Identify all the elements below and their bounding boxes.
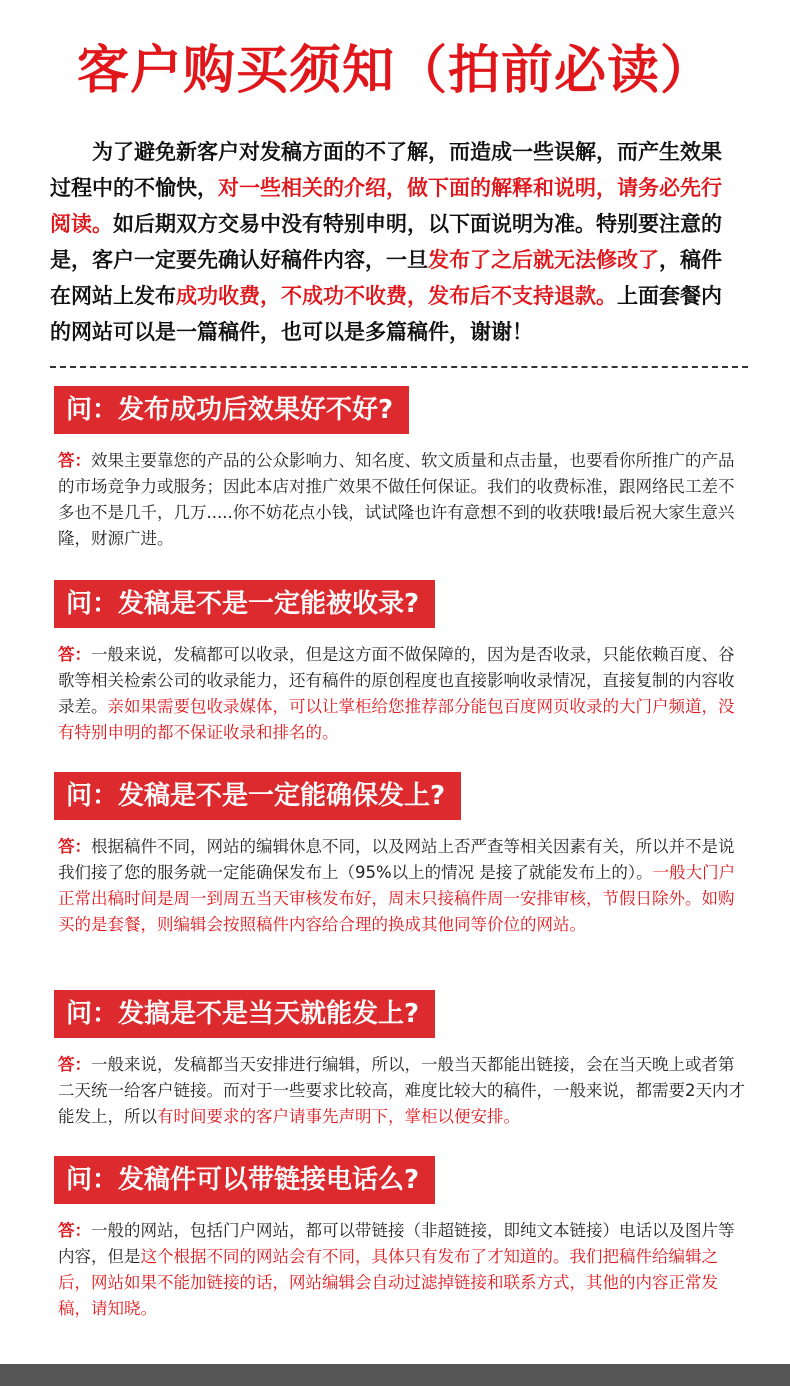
intro-text-2: 如后期双方交易中没有特别申明，以下面说明为准。特别要注意的是，客户一定要先确认好稿件内容，一旦 <box>50 212 722 272</box>
answer-highlight: 这个根据不同的网站会有不同，具体只有发布了才知道的。 <box>140 1247 570 1266</box>
question-label: 问：发布成功后效果好不好? <box>54 386 409 434</box>
answer-tag: 答： <box>58 837 91 856</box>
answer-tag: 答： <box>58 451 91 470</box>
answer-body: 一般的网站，包括门户网站，都可以带链接（非超链接，即纯文本链接）电话以及图片等内容，但是 <box>58 1221 735 1266</box>
answer-body: 一般来说，发稿都可以收录，但是这方面不做保障的，因为是否收录，只能依赖百度、谷歌等相关检索公司的收录能力，还有稿件的原创程度也直接影响收录情况，直接复制的内容收录差。 <box>58 645 735 716</box>
answer-highlight: 一般大门户正常出稿时间是周一到周五当天审核发布好，周末只接稿件周一安排审核，节假日除外。如购买的是套餐，则编辑会按照稿件内容给合理的换成其他同等价位的网站。 <box>58 863 736 934</box>
intro-text-1: 为了避免新客户对发稿方面的不了解，而造成一些误解，而产生效果过程中的不愉快， <box>50 140 722 200</box>
answer-text <box>58 834 748 938</box>
intro-highlight-1: 对一些相关的介绍，做下面的解释和说明，请务必先行阅读。 <box>50 176 722 236</box>
question-label: 问：发搞是不是当天就能发上? <box>54 990 435 1038</box>
intro-highlight-3: 成功收费，不成功不收费，发布后不支持退款。 <box>176 284 617 308</box>
answer-text <box>58 1218 748 1322</box>
qa-block-2 <box>54 580 754 746</box>
qa-block-4 <box>54 990 754 1130</box>
qa-block-5 <box>54 1156 754 1322</box>
qa-block-3 <box>54 772 754 938</box>
answer-highlight-2: 我们把稿件给编辑之后，网站如果不能加链接的话，网站编辑会自动过滤掉链接和联系方式，其他的内容正常发稿，请知晓。 <box>58 1247 718 1318</box>
answer-highlight: 有时间要求的客户请事先声明下，掌柜以便安排。 <box>157 1107 520 1126</box>
answer-tag: 答： <box>58 645 91 664</box>
answer-body: 效果主要靠您的产品的公众影响力、知名度、软文质量和点击量，也要看你所推广的产品的市场竞争力或服务；因此本店对推广效果不做任何保证。我们的收费标准，跟网络民工差不多也不是几千，几万.....你不妨花点小钱，试试隆也许有意想不到的收获哦!最后祝大家生意兴隆，财源广进。 <box>58 451 735 548</box>
question-label: 问：发稿是不是一定能被收录? <box>54 580 435 628</box>
intro-highlight-2: 发布了之后就无法修改了 <box>428 248 659 272</box>
intro-text-3: ，稿件在网站上发布 <box>50 248 722 308</box>
answer-text <box>58 642 748 746</box>
dashed-divider <box>50 366 748 368</box>
question-label: 问：发稿是不是一定能确保发上? <box>54 772 461 820</box>
intro-text-4: 上面套餐内的网站可以是一篇稿件，也可以是多篇稿件，谢谢！ <box>50 284 722 344</box>
answer-highlight: 亲如果需要包收录媒体，可以让掌柜给您推荐部分能包百度网页收录的大门户频道，没有特别申明的都不保证收录和排名的。 <box>58 697 735 742</box>
answer-tag: 答： <box>58 1221 91 1240</box>
answer-body: 一般来说，发稿都当天安排进行编辑，所以，一般当天都能出链接，会在当天晚上或者第二天统一给客户链接。而对于一些要求比较高，难度比较大的稿件，一般来说，都需要2天内才能发上，所以 <box>58 1055 745 1126</box>
intro-paragraph <box>50 134 740 350</box>
question-label: 问：发稿件可以带链接电话么? <box>54 1156 435 1204</box>
answer-text <box>58 1052 748 1130</box>
answer-tag: 答： <box>58 1055 91 1074</box>
bottom-bar <box>0 1364 790 1386</box>
page-title: 客户购买须知（拍前必读） <box>76 41 713 101</box>
answer-body: 根据稿件不同，网站的编辑休息不同，以及网站上否严查等相关因素有关，所以并不是说我们接了您的服务就一定能确保发布上（95%以上的情况 是接了就能发布上的）。 <box>58 837 735 882</box>
qa-block-1 <box>54 386 754 552</box>
answer-text <box>58 448 748 552</box>
